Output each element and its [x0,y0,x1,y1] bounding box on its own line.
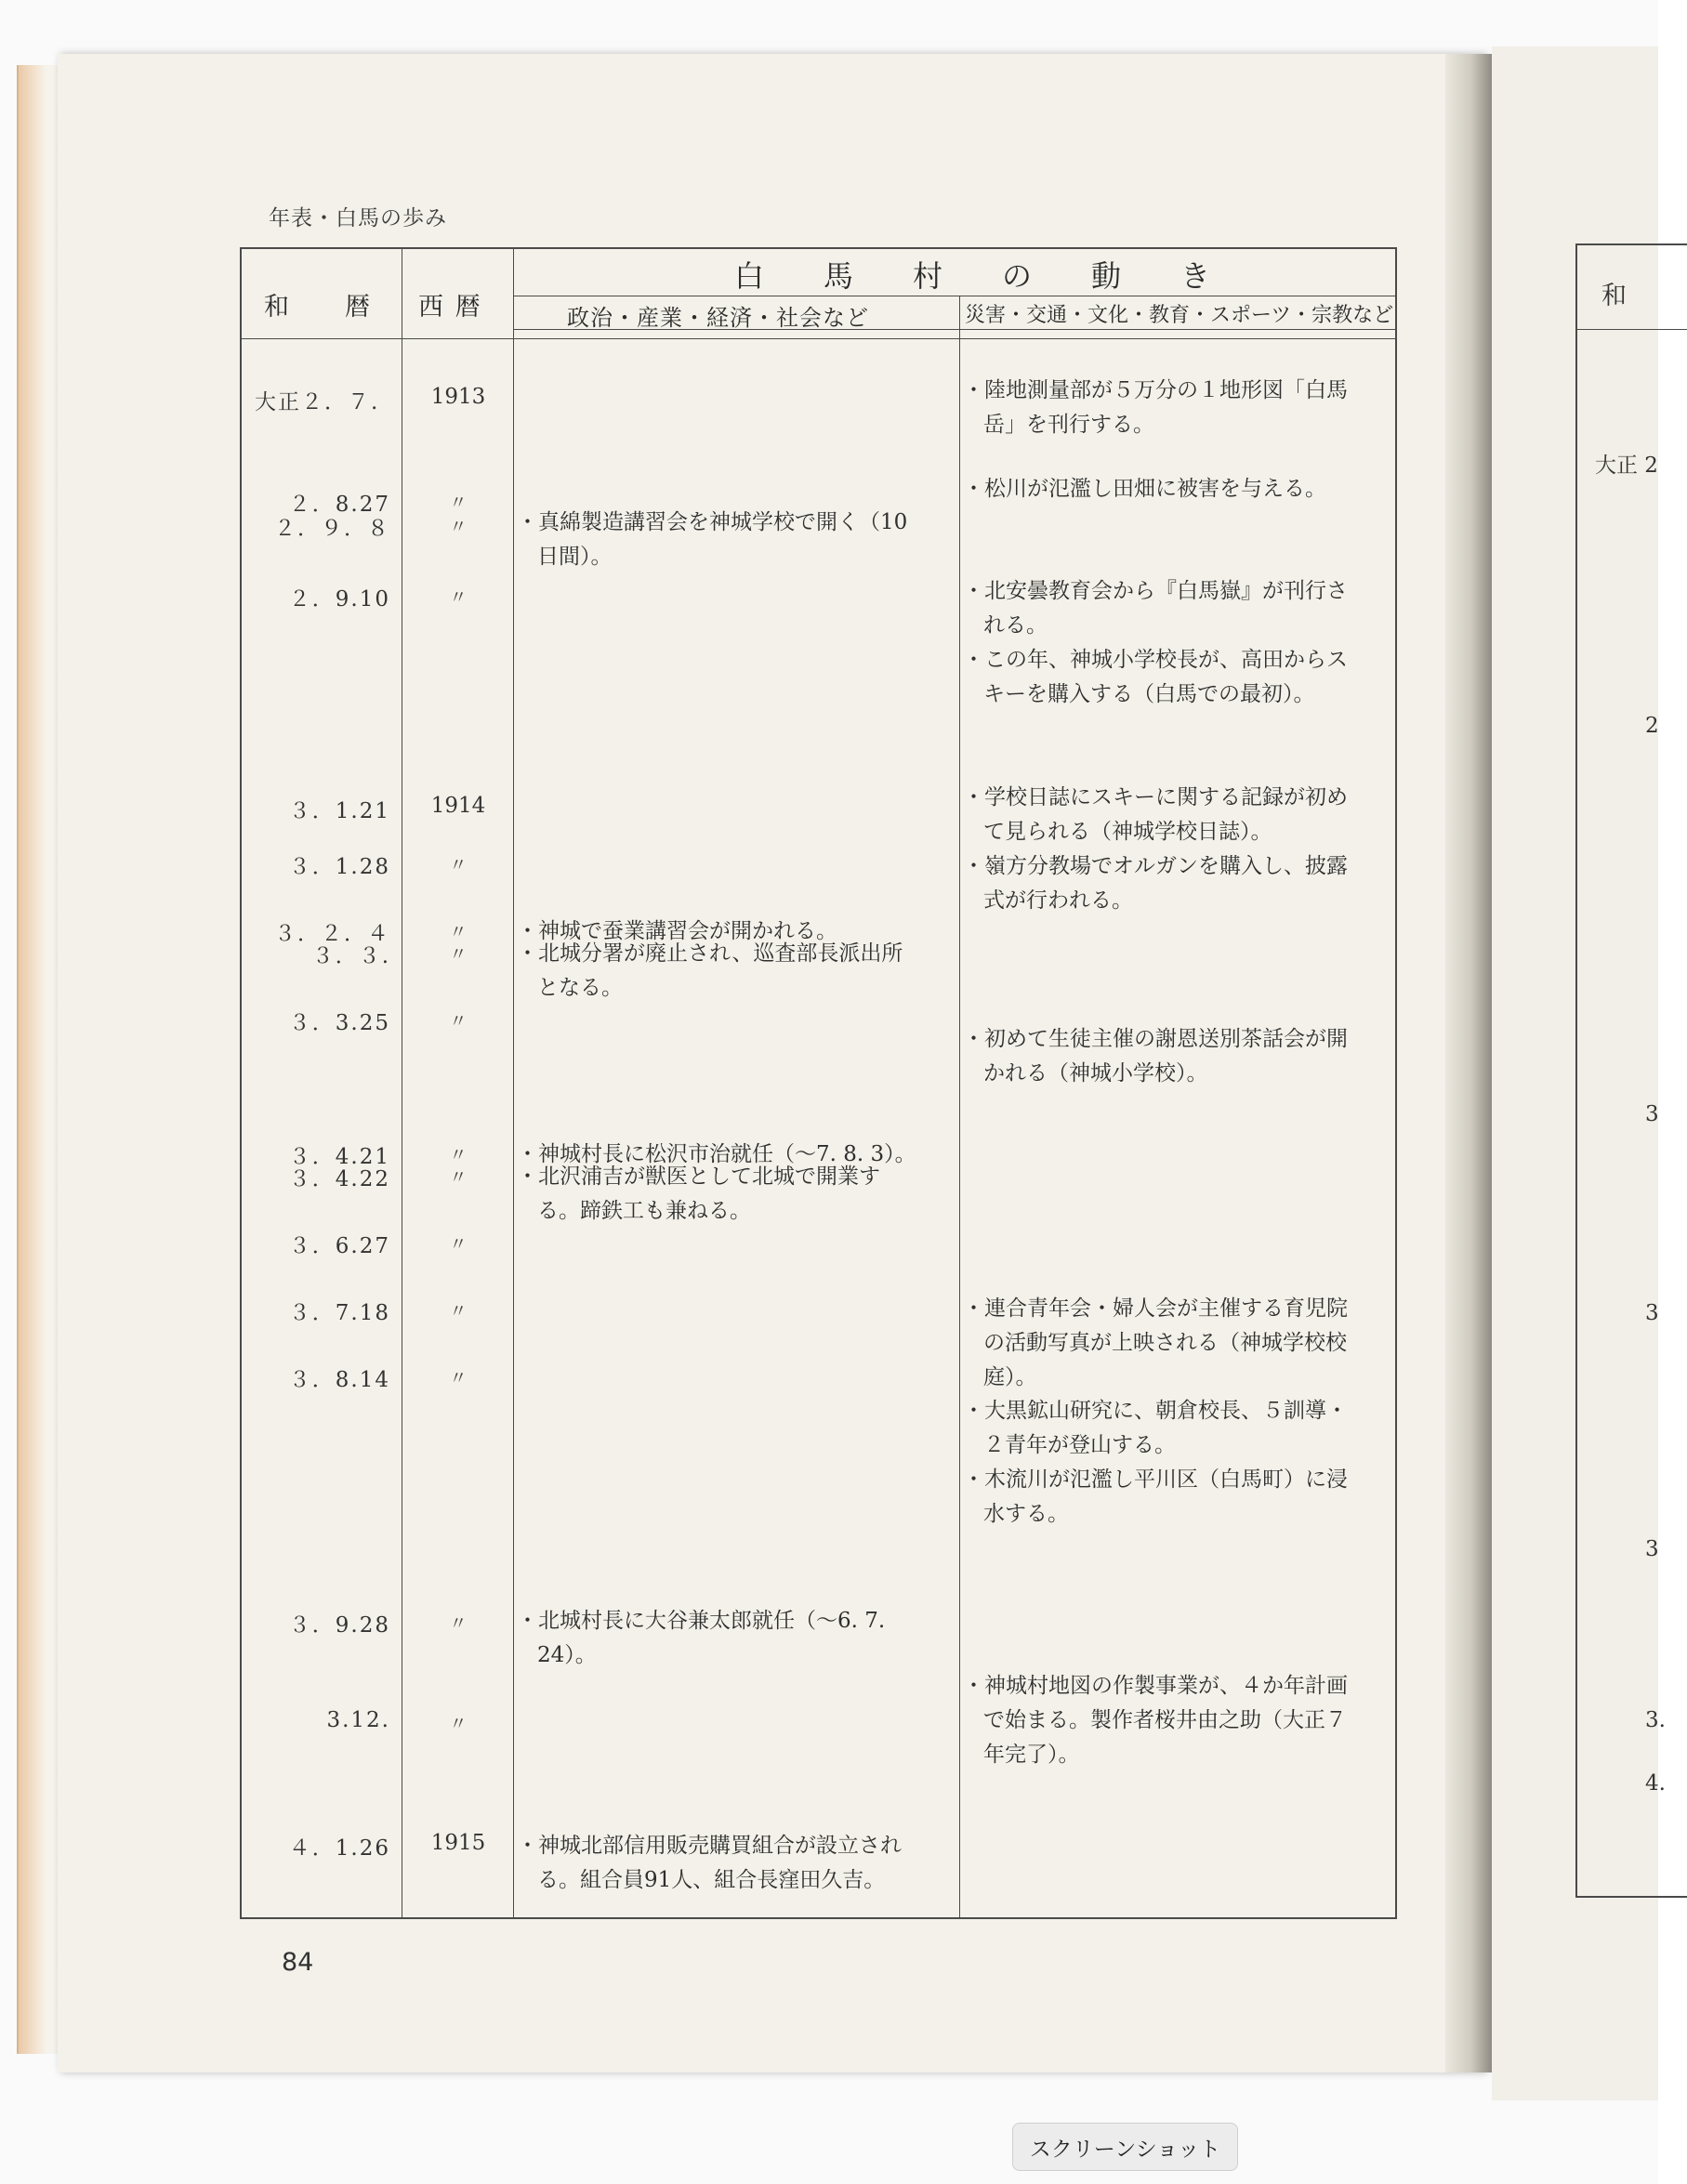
entry-line: ・初めて生徒主催の謝恩送別茶話会が開 [963,1027,1348,1051]
culture-entry [963,1292,1400,1395]
culture-entry [963,849,1400,918]
row-year: 〃 [449,1234,468,1255]
row-year: 〃 [449,587,468,608]
culture-entry [963,1463,1400,1532]
entry-line: となる。 [537,976,623,1000]
row-date: ２．9.10 [288,587,390,612]
header-seireki: 西 暦 [418,293,482,322]
next-page-table [1575,243,1687,1898]
row-date: ３．1.21 [288,799,390,823]
culture-entry [963,781,1400,849]
entry-line: ・連合青年会・婦人会が主催する育児院 [963,1296,1348,1321]
row-year: 1913 [430,385,486,409]
row-year: 〃 [449,1301,468,1322]
page-number: 84 [282,1948,314,1977]
entry-line: る。蹄鉄工も兼ねる。 [537,1199,751,1223]
entry-line: 日間）。 [537,545,613,569]
row-date: ３．9.28 [288,1613,390,1638]
row-year: 〃 [449,1714,468,1734]
entry-line: ・学校日誌にスキーに関する記録が初め [963,785,1348,809]
entry-line: ・北城分署が廃止され、巡査部長派出所 [517,941,903,966]
entry-line: ・木流川が氾濫し平川区（白馬町）に浸 [963,1467,1348,1492]
row-year: 〃 [449,944,468,965]
next-page-fragment: 4. [1645,1771,1666,1796]
entry-line: 岳」を刊行する。 [983,413,1154,437]
entry-line: ・大黒鉱山研究に、朝倉校長、５訓導・ [963,1399,1348,1423]
entry-line: ・松川が氾濫し田畑に被害を与える。 [963,477,1326,501]
entry-line: 24）。 [537,1643,597,1667]
row-date: ３．4.22 [288,1167,390,1191]
row-date: ２．９．８ [274,517,390,541]
entry-line: ・嶺方分教場でオルガンを購入し、披露 [963,854,1348,878]
row-year: 〃 [449,1011,468,1032]
row-year: 〃 [449,855,468,875]
entry-line: 式が行われる。 [983,888,1133,913]
header-bottom-rule [242,338,1395,339]
next-page-fragment: 2 [1645,714,1659,738]
next-page-header: 和 [1601,282,1627,310]
row-year: 1914 [430,794,486,818]
entry-line: キーを購入する（白馬での最初）。 [983,682,1315,706]
culture-entry [963,574,1400,643]
screenshot-button[interactable]: スクリーンショット [1012,2123,1238,2171]
culture-entry [963,643,1400,712]
entry-line: かれる（神城小学校）。 [983,1061,1208,1085]
next-page-header-rule [1577,329,1687,330]
entry-line: る。組合員91人、組合長窪田久吉。 [537,1868,886,1892]
culture-entry [963,1022,1400,1091]
entry-line: ・神城で蚕業講習会が開かれる。 [517,919,837,943]
next-page-fragment: 大正 2 [1595,454,1658,478]
chronology-table [240,247,1397,1919]
entry-line: 水する。 [983,1502,1069,1526]
row-year: 〃 [449,517,468,537]
entry-line: で始まる。製作者桜井由之助（大正７ [983,1708,1347,1732]
politics-entry [517,506,954,574]
row-year: 〃 [449,1613,468,1634]
header-wareki: 和 暦 [264,293,372,322]
entry-line: れる。 [983,613,1048,638]
culture-entry [963,472,1400,507]
running-head: 年表・白馬の歩み [269,206,447,230]
entry-line: 庭）。 [983,1365,1037,1389]
row-date: 大正２．７. [255,390,380,414]
politics-entry [517,1604,954,1673]
entry-line: ・北城村長に大谷兼太郎就任（～6. 7. [517,1609,886,1633]
culture-entry [963,1669,1400,1772]
column-divider [959,296,960,1917]
politics-entry [517,1160,954,1229]
entry-line: ・神城北部信用販売購買組合が設立され [517,1834,902,1858]
row-date: ２．8.27 [288,493,390,517]
row-date: ４．1.26 [288,1836,390,1861]
row-year: 1915 [430,1831,486,1855]
entry-line: ・神城村地図の作製事業が、４か年計画 [963,1674,1348,1698]
row-date: ３．4.21 [288,1145,390,1169]
next-page-fragment: 3 [1645,1537,1659,1561]
row-date: ３．3.25 [288,1011,390,1035]
row-year: 〃 [449,922,468,942]
row-year: 〃 [449,1145,468,1165]
entry-line: ・神城村長に松沢市治就任（～7. 8. 3）。 [517,1142,916,1166]
row-year: 〃 [449,493,468,513]
entry-line: の活動写真が上映される（神城学校校 [983,1331,1347,1355]
next-page-fragment: 3. [1645,1708,1666,1732]
row-date: ３．1.28 [288,855,390,879]
row-date: ３．7.18 [288,1301,390,1325]
book-gutter [1445,54,1492,2072]
header-politics: 政治・産業・経済・社会など [567,305,869,331]
header-culture: 災害・交通・文化・教育・スポーツ・宗教など [965,304,1394,327]
row-year: 〃 [449,1368,468,1388]
entry-line: ・真綿製造講習会を神城学校で開く（10 [517,510,908,534]
politics-entry [517,937,954,1006]
row-date: ３．8.14 [288,1368,390,1392]
row-date: ３．３. [311,944,390,968]
entry-line: ・北安曇教育会から『白馬嶽』が刊行さ [963,579,1348,603]
next-page-fragment: 3 [1645,1102,1659,1126]
entry-line: ２青年が登山する。 [983,1433,1176,1457]
entry-line: ・北沢浦吉が獣医として北城で開業す [517,1164,880,1189]
culture-entry [963,1394,1400,1463]
row-year: 〃 [449,1167,468,1188]
politics-entry [517,1829,954,1898]
header-village-events: 白 馬 村 の 動 き [734,258,1211,294]
entry-line: 年完了）。 [983,1743,1080,1767]
entry-line: て見られる（神城学校日誌）。 [983,820,1272,844]
row-date: 3.12. [326,1708,390,1732]
entry-line: ・この年、神城小学校長が、高田からス [963,648,1348,672]
row-date: ３．6.27 [288,1234,390,1258]
row-date: ３．２．４ [274,922,390,946]
next-page-fragment: 3 [1645,1301,1659,1325]
column-divider [513,249,514,1917]
entry-line: ・陸地測量部が５万分の１地形図「白馬 [963,378,1348,402]
culture-entry [963,374,1400,442]
